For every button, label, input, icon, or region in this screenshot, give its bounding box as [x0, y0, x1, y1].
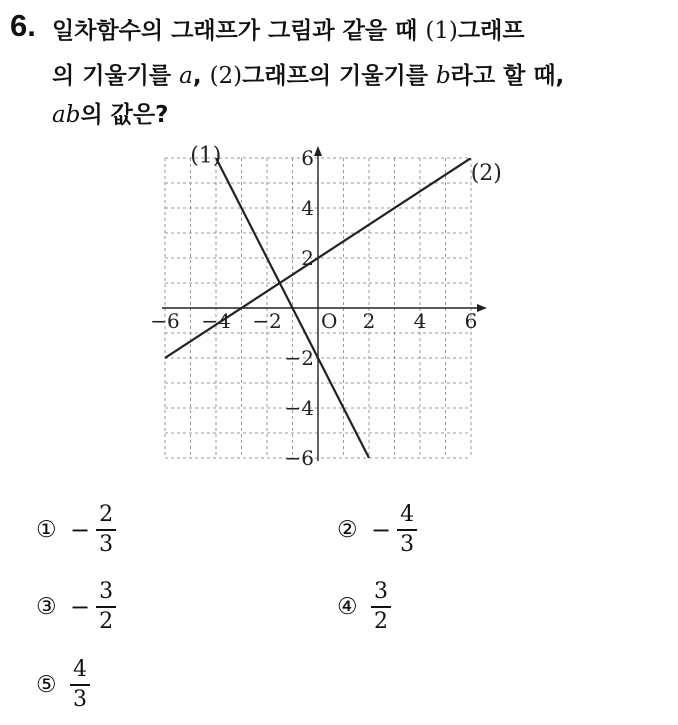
- choice-1-number: ①: [36, 516, 57, 543]
- x-tick-label: 4: [413, 309, 427, 333]
- x-tick-label: 2: [362, 309, 376, 333]
- choice-1-fraction: [96, 503, 116, 557]
- choice-3-fraction: [96, 580, 116, 634]
- choice-4-number: ④: [337, 593, 358, 620]
- choice-1-sign: −: [70, 515, 91, 544]
- fraction-bar: [70, 684, 90, 686]
- series-label-2: (2): [470, 161, 502, 186]
- fraction-bar: [397, 529, 417, 531]
- question-number: 6.: [10, 8, 36, 43]
- fraction-bar: [96, 529, 116, 531]
- graph-1-ref: (1): [425, 18, 458, 44]
- choice-4-fraction: [371, 580, 391, 634]
- choice-2-fraction: [397, 503, 417, 557]
- y-tick-label: 2: [301, 246, 314, 270]
- choice-5[interactable]: [36, 658, 90, 712]
- choice-5-denominator: 3: [73, 686, 87, 712]
- question-text-2c: 그래프의 기울기를: [242, 63, 436, 89]
- choice-2-sign: −: [371, 515, 392, 544]
- question-text-2a: 의 기울기를: [52, 63, 180, 89]
- choice-2-denominator: 3: [400, 531, 415, 557]
- x-tick-label: −2: [252, 309, 282, 333]
- x-tick-label: −4: [201, 309, 231, 333]
- choice-3-numerator: 3: [99, 579, 114, 604]
- question-text-2b: ,: [192, 63, 210, 89]
- question-text-1b: 그래프: [457, 18, 525, 44]
- fraction-bar: [96, 606, 116, 608]
- choice-5-number: ⑤: [36, 671, 57, 698]
- x-axis-arrow: [477, 304, 487, 312]
- y-tick-label: −6: [284, 446, 314, 470]
- y-tick-label: −2: [284, 346, 314, 370]
- y-tick-label: −4: [284, 396, 314, 420]
- choice-2[interactable]: [337, 503, 417, 557]
- y-axis-arrow: [314, 146, 322, 156]
- choice-3-sign: −: [70, 592, 91, 621]
- question-text-1a: 일차함수의 그래프가 그림과 같을 때: [52, 18, 426, 44]
- choice-3-number: ③: [36, 593, 57, 620]
- choice-1[interactable]: [36, 503, 116, 557]
- choice-5-fraction: [70, 658, 90, 712]
- choice-1-denominator: 3: [99, 531, 114, 557]
- variable-ab: ab: [52, 102, 81, 128]
- question-text-3: 의 값은?: [80, 102, 169, 128]
- origin-label: O: [321, 309, 338, 333]
- choice-2-number: ②: [337, 516, 358, 543]
- x-tick-label: −6: [150, 309, 180, 333]
- choice-5-numerator: 4: [73, 657, 87, 682]
- choice-3[interactable]: [36, 580, 116, 634]
- variable-a: a: [179, 63, 193, 89]
- graph-2-ref: (2): [209, 63, 243, 89]
- choice-4-denominator: 2: [374, 608, 388, 634]
- fraction-bar: [371, 606, 391, 608]
- choice-1-numerator: 2: [99, 502, 114, 527]
- choice-3-denominator: 2: [99, 608, 114, 634]
- choice-4-numerator: 3: [374, 579, 388, 604]
- y-tick-label: 6: [301, 146, 314, 170]
- y-tick-label: 4: [301, 196, 314, 220]
- question-text-2d: 라고 할 때,: [450, 63, 565, 89]
- x-tick-label: 6: [464, 309, 478, 333]
- series-label-1: (1): [190, 143, 222, 169]
- choice-2-numerator: 4: [400, 502, 415, 527]
- choice-4[interactable]: [337, 580, 391, 634]
- variable-b: b: [435, 63, 451, 89]
